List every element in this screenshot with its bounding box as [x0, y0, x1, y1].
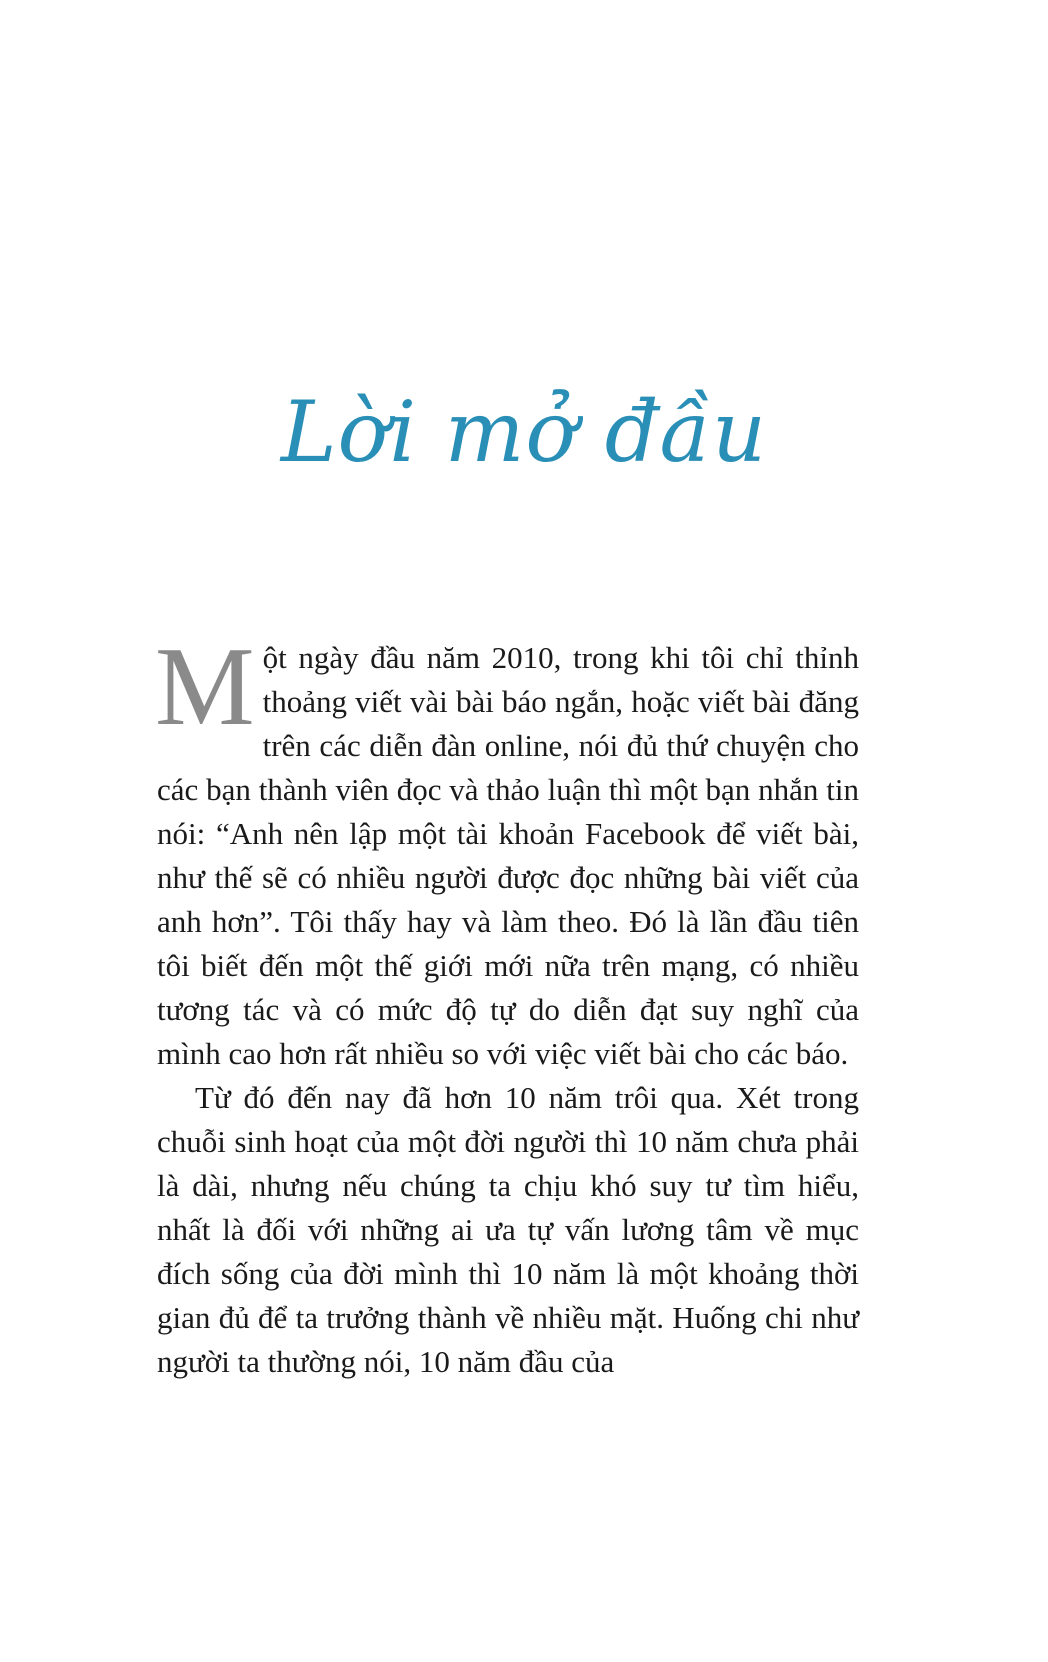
drop-cap: M [155, 625, 255, 749]
body-text [155, 625, 859, 1384]
paragraph-first [155, 625, 859, 1076]
paragraph-second: Từ đó đến nay đã hơn 10 năm trôi qua. Xét trong chuỗi sinh hoạt của một đời người thì 10 năm chưa phải là dài, nhưng nếu chúng ta chịu khó suy tư tìm hiểu, nhất là đối với những ai ưa tự vấn lương tâm về mục đích sống của đời mình thì 10 năm là một khoảng thời gian đủ để ta trưởng thành về nhiều mặt. Huống chi như người ta thường nói, 10 năm đầu của [157, 1080, 859, 1379]
paragraph-first-text: ột ngày đầu năm 2010, trong khi tôi chỉ thỉnh thoảng viết vài bài báo ngắn, hoặc viết bài đăng trên các diễn đàn online, nói đủ thứ chuyện cho các bạn thành viên đọc và thảo luận thì một bạn nhắn tin nói: “Anh nên lập một tài khoản Facebook để viết bài, như thế sẽ có nhiều người được đọc những bài viết của anh hơn”. Tôi thấy hay và làm theo. Đó là lần đầu tiên tôi biết đến một thế giới mới nữa trên mạng, có nhiều tương tác và có mức độ tự do diễn đạt suy nghĩ của mình cao hơn rất nhiều so với việc viết bài cho các báo. [157, 640, 859, 1071]
chapter-title: Lời mở đầu [280, 383, 768, 481]
